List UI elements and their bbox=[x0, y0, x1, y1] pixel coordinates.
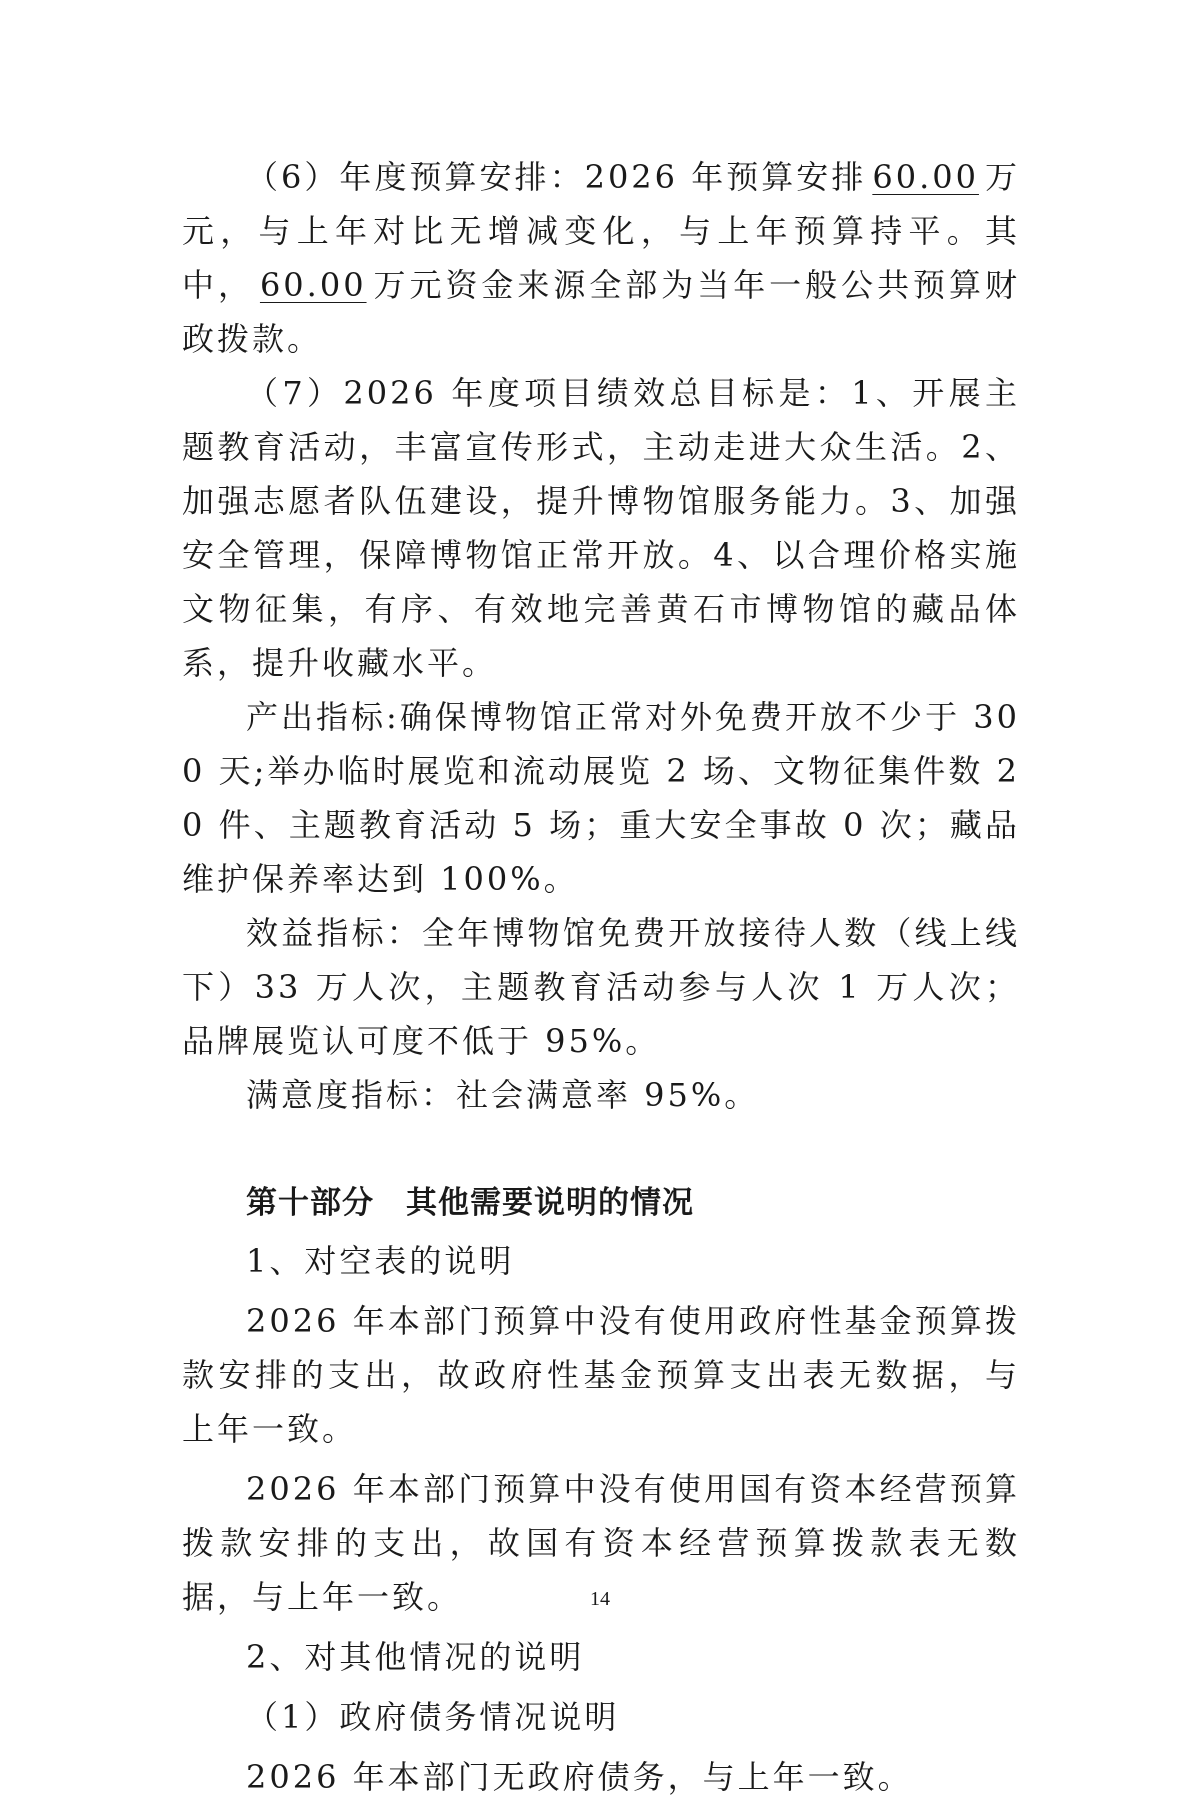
satisfaction-indicators-paragraph: 满意度指标：社会满意率 95%。 bbox=[246, 1076, 760, 1114]
page-number: 14 bbox=[590, 1588, 610, 1610]
budget-text-suffix: 万元资金来源全部为当年一般公共预算财政拨款。 bbox=[182, 266, 1020, 358]
budget-text-middle: 万元，与上年对比无增减变化，与上年预算持平。其中， bbox=[182, 158, 1020, 304]
budget-text-prefix: （6）年度预算安排：2026 年预算安排 bbox=[246, 158, 867, 196]
performance-goal-paragraph: （7）2026 年度项目绩效总目标是：1、开展主题教育活动，丰富宣传形式，主动走进大众生活。2、加强志愿者队伍建设，提升博物馆服务能力。3、加强安全管理，保障博物馆正常开放。4、以合理价格实施文物征集，有序、有效地完善黄石市博物馆的藏品体系，提升收藏水平。 bbox=[182, 374, 1020, 682]
empty-table-explanation-title: 1、对空表的说明 bbox=[246, 1242, 515, 1280]
gov-debt-subtitle: （1）政府债务情况说明 bbox=[246, 1698, 620, 1736]
gov-debt-paragraph: 2026 年本部门无政府债务，与上年一致。 bbox=[246, 1758, 913, 1796]
other-situation-title: 2、对其他情况的说明 bbox=[246, 1638, 585, 1676]
gov-fund-explanation-paragraph: 2026 年本部门预算中没有使用政府性基金预算拨款安排的支出，故政府性基金预算支出表无数据，与上年一致。 bbox=[182, 1302, 1020, 1448]
section-ten-heading: 第十部分 其他需要说明的情况 bbox=[246, 1185, 694, 1221]
document-page bbox=[182, 150, 1020, 1804]
budget-amount-source: 60.00 bbox=[259, 266, 367, 304]
output-indicators-paragraph: 产出指标:确保博物馆正常对外免费开放不少于 300 天;举办临时展览和流动展览 2 场、文物征集件数 20 件、主题教育活动 5 场；重大安全事故 0 次；藏品维护保养率达到 100%。 bbox=[182, 698, 1020, 898]
budget-amount-total: 60.00 bbox=[872, 158, 979, 196]
state-capital-explanation-paragraph: 2026 年本部门预算中没有使用国有资本经营预算拨款安排的支出，故国有资本经营预算拨款表无数据，与上年一致。 bbox=[182, 1470, 1020, 1616]
benefit-indicators-paragraph: 效益指标：全年博物馆免费开放接待人数（线上线下）33 万人次，主题教育活动参与人次 1 万人次；品牌展览认可度不低于 95%。 bbox=[182, 914, 1020, 1060]
budget-arrangement-paragraph bbox=[182, 150, 1020, 366]
